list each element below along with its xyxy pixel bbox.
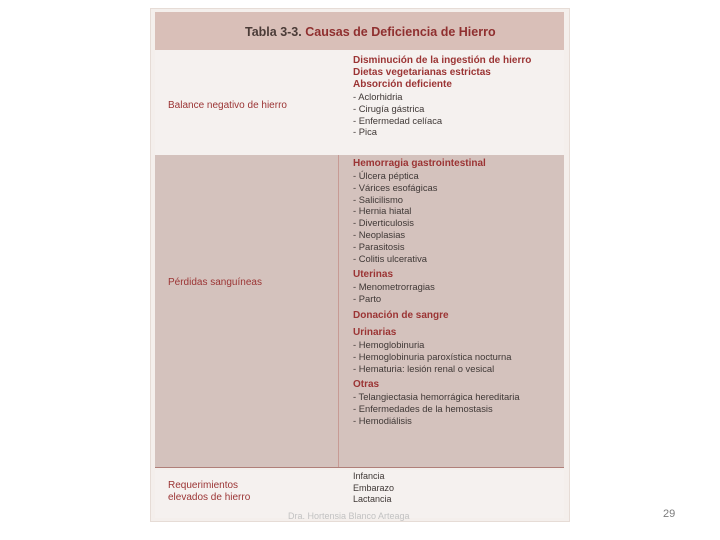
table-number: Tabla 3-3. xyxy=(245,25,302,39)
list-item: - Úlcera péptica xyxy=(353,170,419,181)
list-item: - Hernia hiatal xyxy=(353,205,412,217)
list-item: - Hemoglobinuria paroxística nocturna xyxy=(353,350,512,362)
row-label-balance: Balance negativo de hierro xyxy=(168,100,287,111)
page-number: 29 xyxy=(663,508,676,520)
cause-heading: Otras xyxy=(353,379,380,391)
row-divider xyxy=(155,467,564,468)
list-item: - Várices esofágicas xyxy=(353,181,438,193)
footer-author: Dra. Hortensia Blanco Arteaga xyxy=(288,511,410,521)
row-causes-balance xyxy=(353,55,531,138)
table-title xyxy=(245,25,496,39)
list-item: - Telangiectasia hemorrágica hereditaria xyxy=(353,391,520,403)
list-item: - Parto xyxy=(353,293,382,305)
list-item: - Menometrorragias xyxy=(353,281,435,293)
cause-heading: Hemorragia gastrointestinal xyxy=(353,158,486,169)
list-item: - Parasitosis xyxy=(353,240,405,252)
cause-heading: Absorción deficiente xyxy=(353,79,452,90)
row-causes-requerimientos xyxy=(353,471,394,506)
list-item: Lactancia xyxy=(353,494,392,504)
list-item: - Aclorhidria xyxy=(353,91,403,102)
list-item: - Pica xyxy=(353,126,377,138)
list-item: - Colitis ulcerativa xyxy=(353,252,427,264)
cause-heading: Dietas vegetarianas estrictas xyxy=(353,67,491,78)
list-item: - Cirugía gástrica xyxy=(353,102,425,114)
list-item: - Hemodiálisis xyxy=(353,414,412,426)
column-divider xyxy=(338,155,339,467)
row-label-line: elevados de hierro xyxy=(168,492,251,503)
list-item: Embarazo xyxy=(353,482,395,493)
row-causes-perdidas xyxy=(353,158,520,427)
list-item: - Neoplasias xyxy=(353,228,406,240)
row-label-line: Requerimientos xyxy=(168,480,239,491)
list-item: Infancia xyxy=(353,471,385,481)
list-item: - Hemoglobinuria xyxy=(353,338,425,350)
list-item: - Hematuria: lesión renal o vesical xyxy=(353,362,495,374)
list-item: - Enfermedad celíaca xyxy=(353,114,443,126)
list-item: - Enfermedades de la hemostasis xyxy=(353,403,493,415)
cause-heading: Disminución de la ingestión de hierro xyxy=(353,55,532,66)
cause-heading: Donación de sangre xyxy=(353,309,449,321)
list-item: - Salicilismo xyxy=(353,193,404,205)
list-item: - Diverticulosis xyxy=(353,217,414,229)
cause-heading: Uterinas xyxy=(353,269,394,281)
cause-heading: Urinarias xyxy=(353,326,397,338)
row-label-requerimientos xyxy=(168,480,250,504)
table-title-text: Causas de Deficiencia de Hierro xyxy=(305,25,496,39)
document-page xyxy=(150,8,570,522)
table-title-bar xyxy=(155,12,564,50)
row-label-perdidas: Pérdidas sanguíneas xyxy=(168,277,262,288)
